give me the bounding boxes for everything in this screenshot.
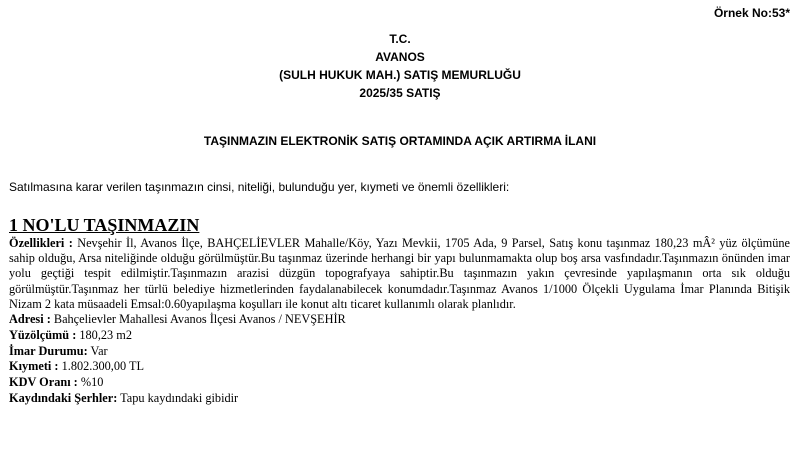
value-label: Kıymeti :: [9, 359, 59, 374]
ornek-number: Örnek No:53*: [713, 6, 790, 20]
value-amount: 1.802.300,00 TL: [61, 359, 145, 374]
property-heading: 1 NO'LU TAŞINMAZIN: [9, 215, 200, 235]
area-label: Yüzölçümü :: [9, 327, 77, 342]
address-value: Bahçelievler Mahallesi Avanos İlçesi Avanos / NEVŞEHİR: [53, 312, 346, 327]
annotations-value: Tapu kaydındaki gibidir: [120, 391, 239, 405]
intro-text: Satılmasına karar verilen taşınmazın cinsi, niteliği, bulunduğu yer, kıymeti ve önemli özellikleri:: [9, 180, 510, 194]
property-area: [9, 328, 790, 344]
zoning-value: Var: [90, 343, 108, 358]
vat-label: KDV Oranı :: [9, 375, 78, 390]
header-file-number: 2025/35 SATIŞ: [359, 86, 441, 100]
property-vat: [9, 375, 790, 391]
property-section: [9, 215, 790, 407]
vat-value: %10: [80, 375, 104, 390]
features-text: Nevşehir İl, Avanos İlçe, BAHÇELİEVLER Mahalle/Köy, Yazı Mevkii, 1705 Ada, 9 Parsel, Satış konu taşınmaz 180,23 mÂ² yüz ölçümüne sahip olduğu, Arsa niteliğinde olduğu görülmüştür.Bu taşınmaz üzerinde herhangi bir yapı bulunmamakta olup boş arsa vasfındadır.Taşınmazın önünden imar yolu geçtiği tespit edilmiştir.Taşınmazın arazisi düzgün topografyaya sahiptir.Bu taşınmazın yakın çevresinde yapılaşmanın orta sık olduğu görülmüştür.Taşınmaz her türlü belediye hizmetlerinden faydalanabilecek konumdadır.Taşınmaz Avanos 1/1000 Ölçekli Uygulama İmar Planında Bitişik Nizam 2 kata müsaadeli Emsal:0.60yapılaşma koşulları ile konut altı ticaret kullanımlı olarak planlıdır.: [9, 236, 790, 311]
document-header: [0, 30, 800, 102]
annotations-label: Kaydındaki Şerhler:: [9, 391, 118, 405]
property-annotations: [9, 391, 790, 407]
property-address: [9, 312, 790, 328]
announcement-title: TAŞINMAZIN ELEKTRONİK SATIŞ ORTAMINDA AÇIK ARTIRMA İLANI: [203, 134, 597, 148]
zoning-label: İmar Durumu:: [9, 343, 88, 358]
header-office: (SULH HUKUK MAH.) SATIŞ MEMURLUĞU: [279, 68, 521, 82]
features-label: Özellikleri :: [9, 236, 73, 250]
header-city: AVANOS: [375, 50, 425, 64]
property-zoning: [9, 344, 790, 360]
property-features: [9, 236, 790, 312]
area-value: 180,23 m2: [79, 327, 132, 342]
address-label: Adresi :: [9, 312, 51, 327]
header-tc: T.C.: [389, 32, 411, 46]
property-value: [9, 359, 790, 375]
